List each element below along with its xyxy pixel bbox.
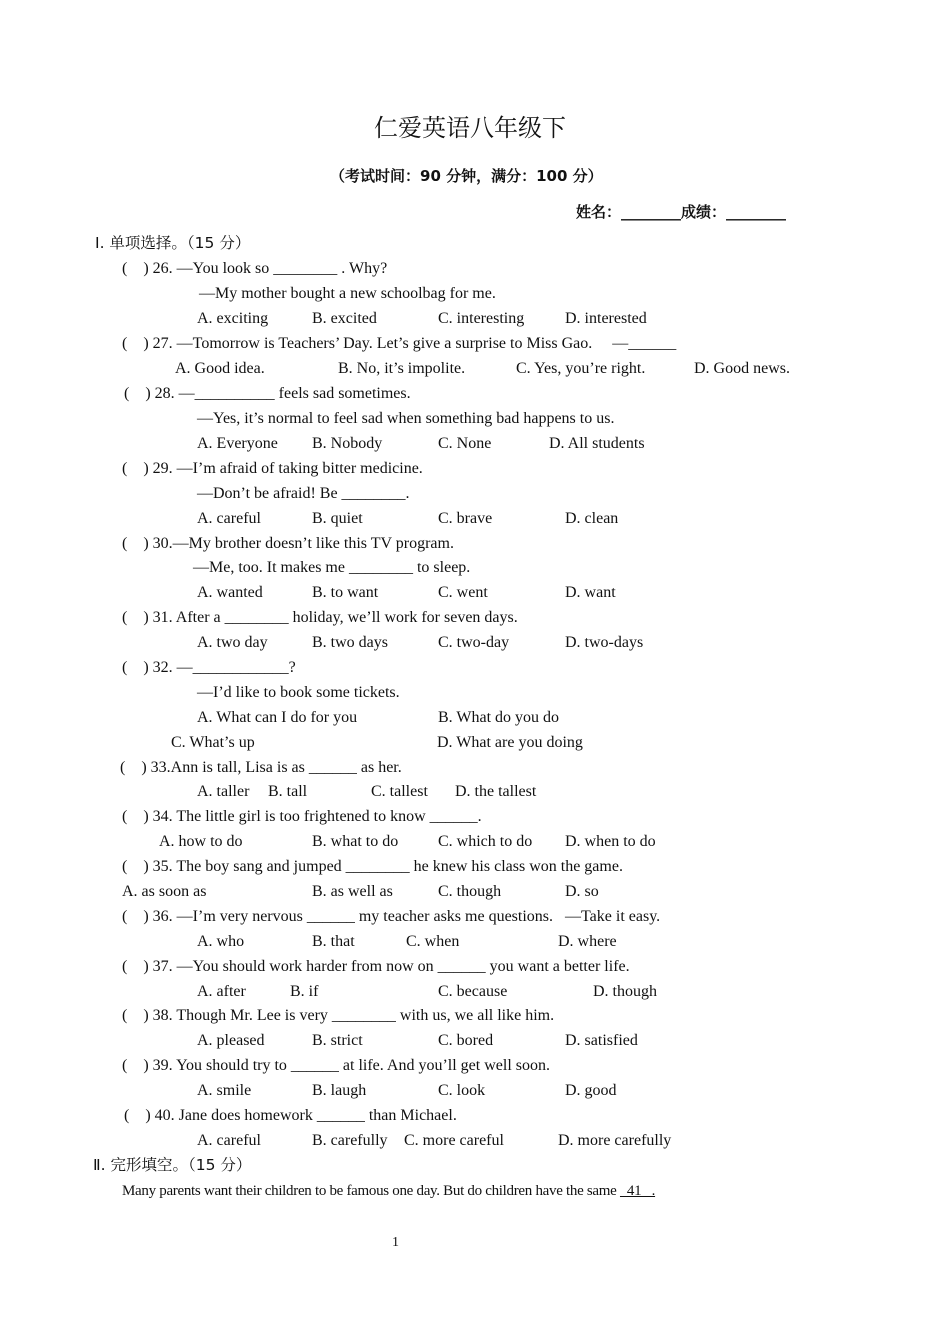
question-27: ( ) 27. —Tomorrow is Teachers’ Day. Let’s give a surprise to Miss Gao. —______ — [122, 335, 677, 352]
option-26-c: C. interesting — [438, 310, 525, 327]
option-40-a: A. careful — [197, 1132, 261, 1149]
option-36-c: C. when — [406, 933, 460, 950]
option-32-a: A. What can I do for you — [197, 709, 358, 726]
option-27-b: B. No, it’s impolite. — [338, 360, 466, 377]
option-29-c: C. brave — [438, 510, 493, 527]
option-40-d: D. more carefully — [558, 1132, 672, 1149]
option-31-a: A. two day — [197, 634, 268, 651]
option-28-d: D. All students — [549, 435, 645, 452]
option-35-c: C. though — [438, 883, 502, 900]
page-title: 仁爱英语八年级下 — [374, 114, 566, 142]
option-28-c: C. None — [438, 435, 492, 452]
option-30-c: C. went — [438, 584, 488, 601]
question-29: ( ) 29. —I’m afraid of taking bitter medicine. — [122, 460, 423, 477]
question-36: ( ) 36. —I’m very nervous ______ my teacher asks me questions. —Take it easy. — [122, 908, 661, 925]
question-26: ( ) 26. —You look so ________ . Why? — [122, 260, 388, 277]
option-27-a: A. Good idea. — [175, 360, 265, 377]
question-30: ( ) 30.—My brother doesn’t like this TV program. — [122, 535, 454, 552]
question-35: ( ) 35. The boy sang and jumped ________ he knew his class won the game. — [122, 858, 623, 875]
option-32-c: C. What’s up — [171, 734, 255, 751]
option-39-c: C. look — [438, 1082, 486, 1099]
page-number: 1 — [392, 1235, 399, 1250]
option-37-a: A. after — [197, 983, 246, 1000]
question-32: ( ) 32. —____________? — [122, 659, 296, 676]
option-39-a: A. smile — [197, 1082, 252, 1099]
section-1-title: Ⅰ. 单项选择。（15 分） — [95, 234, 251, 252]
cloze-passage — [122, 1181, 655, 1201]
option-33-d: D. the tallest — [455, 783, 537, 800]
question-26-reply: —My mother bought a new schoolbag for me. — [199, 285, 496, 302]
option-36-d: D. where — [558, 933, 617, 950]
question-31: ( ) 31. After a ________ holiday, we’ll work for seven days. — [122, 609, 518, 626]
question-29-reply: —Don’t be afraid! Be ________. — [197, 485, 410, 502]
option-33-c: C. tallest — [371, 783, 428, 800]
option-29-b: B. quiet — [312, 510, 363, 527]
option-31-c: C. two-day — [438, 634, 510, 651]
option-26-b: B. excited — [312, 310, 377, 327]
option-26-a: A. exciting — [197, 310, 269, 327]
option-28-b: B. Nobody — [312, 435, 383, 452]
option-37-d: D. though — [593, 983, 657, 1000]
option-34-d: D. when to do — [565, 833, 656, 850]
option-36-b: B. that — [312, 933, 355, 950]
option-38-a: A. pleased — [197, 1032, 265, 1049]
exam-info: （考试时间：90 分钟，满分：100 分） — [330, 167, 603, 185]
option-30-b: B. to want — [312, 584, 379, 601]
option-31-d: D. two-days — [565, 634, 644, 651]
option-40-c: C. more careful — [404, 1132, 504, 1149]
cloze-blank-41: 41 . — [619, 1183, 656, 1199]
question-28: ( ) 28. —__________ feels sad sometimes. — [124, 385, 411, 402]
option-34-b: B. what to do — [312, 833, 399, 850]
option-35-b: B. as well as — [312, 883, 393, 900]
option-36-a: A. who — [197, 933, 245, 950]
option-29-d: D. clean — [565, 510, 619, 527]
option-35-d: D. so — [565, 883, 599, 900]
option-37-b: B. if — [290, 983, 319, 1000]
question-39: ( ) 39. You should try to ______ at life. And you’ll get well soon. — [122, 1057, 550, 1074]
option-39-d: D. good — [565, 1082, 617, 1099]
option-38-b: B. strict — [312, 1032, 363, 1049]
option-40-b: B. carefully — [312, 1132, 388, 1149]
option-27-d: D. Good news. — [694, 360, 790, 377]
question-30-reply: —Me, too. It makes me ________ to sleep. — [193, 559, 471, 576]
option-28-a: A. Everyone — [197, 435, 278, 452]
option-33-b: B. tall — [268, 783, 308, 800]
question-28-reply: —Yes, it’s normal to feel sad when something bad happens to us. — [197, 410, 615, 427]
option-32-d: D. What are you doing — [437, 734, 583, 751]
option-30-a: A. wanted — [197, 584, 263, 601]
section-2-title: Ⅱ. 完形填空。（15 分） — [93, 1156, 252, 1174]
option-30-d: D. want — [565, 584, 616, 601]
option-31-b: B. two days — [312, 634, 388, 651]
option-38-d: D. satisfied — [565, 1032, 638, 1049]
question-32-reply: —I’d like to book some tickets. — [197, 684, 400, 701]
option-38-c: C. bored — [438, 1032, 494, 1049]
question-33: ( ) 33.Ann is tall, Lisa is as ______ as her. — [120, 759, 402, 776]
option-33-a: A. taller — [197, 783, 250, 800]
option-29-a: A. careful — [197, 510, 261, 527]
name-score-line: 姓名：________成绩：________ — [576, 203, 787, 221]
option-32-b: B. What do you do — [438, 709, 560, 726]
question-40: ( ) 40. Jane does homework ______ than Michael. — [124, 1107, 457, 1124]
question-38: ( ) 38. Though Mr. Lee is very ________ with us, we all like him. — [122, 1007, 555, 1024]
question-34: ( ) 34. The little girl is too frightened to know ______. — [122, 808, 482, 825]
option-34-a: A. how to do — [159, 833, 243, 850]
option-34-c: C. which to do — [438, 833, 533, 850]
cloze-passage-text: Many parents want their children to be famous one day. But do children have the same — [122, 1183, 617, 1199]
option-35-a: A. as soon as — [122, 883, 207, 900]
option-39-b: B. laugh — [312, 1082, 367, 1099]
option-26-d: D. interested — [565, 310, 647, 327]
question-37: ( ) 37. —You should work harder from now on ______ you want a better life. — [122, 958, 630, 975]
option-27-c: C. Yes, you’re right. — [516, 360, 646, 377]
option-37-c: C. because — [438, 983, 508, 1000]
